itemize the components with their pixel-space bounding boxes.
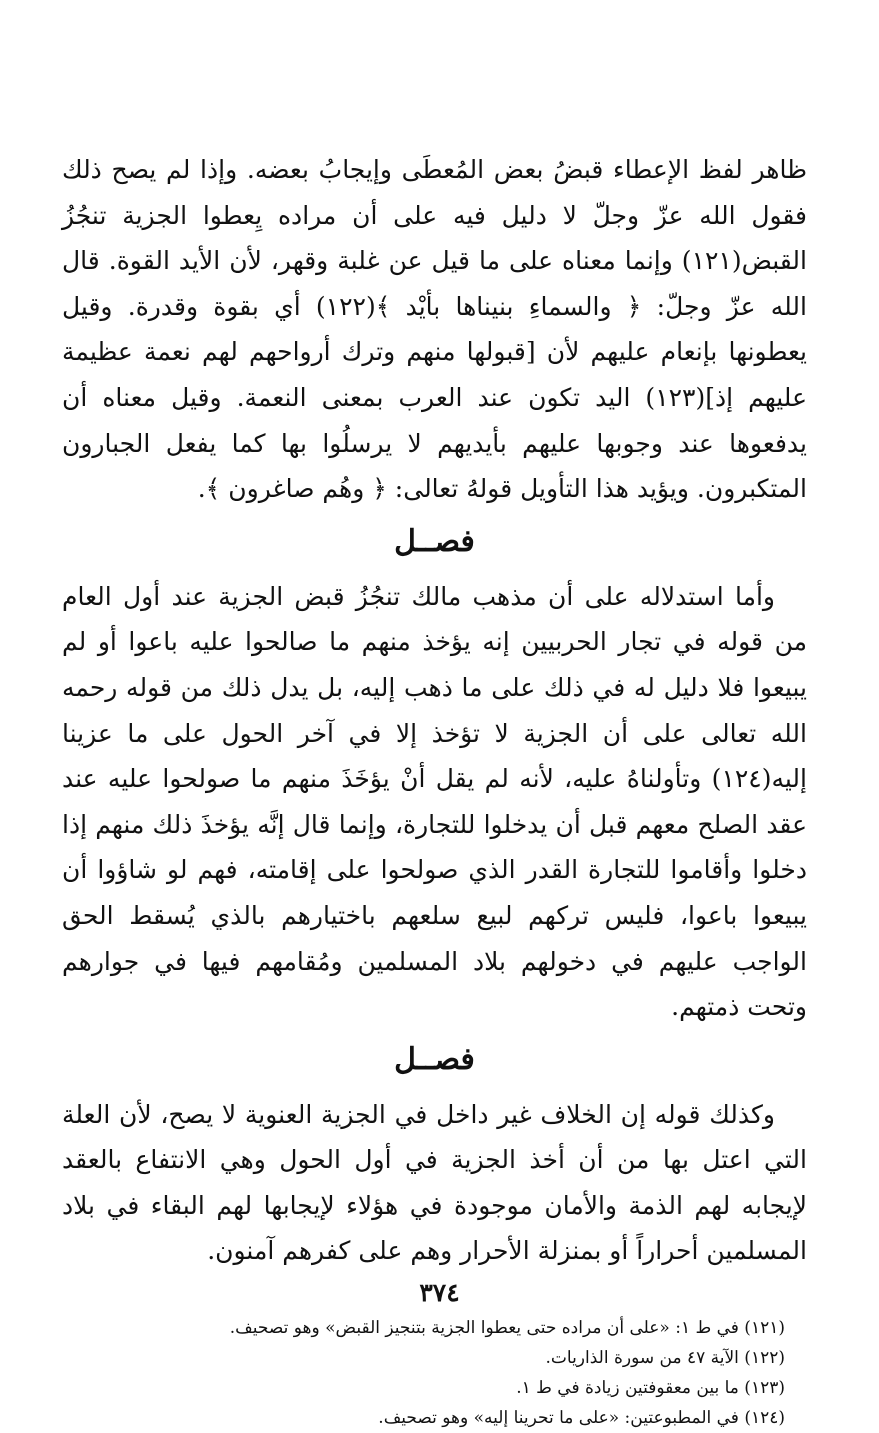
body-paragraph-1: ظاهر لفظ الإعطاء قبضُ بعض المُعطَى وإيجابُ بعضه. وإذا لم يصح ذلك فقول الله عزّ وجلّ لا دليل فيه على أن مراده يِعطوا الجزية تنجُزُ القبض(١٢١) وإنما معناه على ما قيل عن غلبة وقهر، لأن الأيد القوة. قال الله عزّ وجلّ: ﴿ والسماءِ بنيناها بأيْد ﴾(١٢٢) أي بقوة وقدرة. وقيل يعطونها بإنعام عليهم لأن [قبولها منهم وترك أرواحهم لهم نعمة عظيمة عليهم إذ](١٢٣) اليد تكون عند العرب بمعنى النعمة. وقيل معناه أن يدفعوها عند وجوبها عليهم بأيديهم لا يرسلُوا بها كما يفعل الجبارون المتكبرون. ويؤيد هذا التأويل قولهُ تعالى: ﴿ وهُم صاغرون ﴾. [62, 155, 807, 504]
footnote-123: (١٢٣) ما بين معقوفتين زيادة في ط ١. [516, 1378, 785, 1399]
section-heading-1: فصــل [394, 523, 475, 559]
footnote-122: (١٢٢) الآية ٤٧ من سورة الذاريات. [545, 1348, 785, 1369]
footnote-124: (١٢٤) في المطبوعتين: «على ما تحرينا إليه» وهو تصحيف. [378, 1408, 785, 1429]
body-paragraph-3: وكذلك قوله إن الخلاف غير داخل في الجزية العنوية لا يصح، لأن العلة التي اعتل بها من أن أخذ الجزية في أول الحول وهي الانتفاع بالعقد لإيجابه لهم الذمة والأمان موجودة في هؤلاء لإيجابها لهم البقاء في بلاد المسلمين أحراراً أو بمنزلة الأحرار وهم على كفرهم آمنون. [62, 1099, 807, 1266]
section-heading-2: فصــل [394, 1041, 475, 1077]
page-number: ٣٧٤ [419, 1278, 460, 1307]
body-paragraph-2: وأما استدلاله على أن مذهب مالك تنجُزُ قبض الجزية عند أول العام من قوله في تجار الحربيين إنه يؤخذ منهم ما صالحوا عليه باعوا أو لم يبيعوا فلا دليل له في ذلك على ما ذهب إليه، بل يدل ذلك من قوله رحمه الله تعالى على أن الجزية لا تؤخذ إلا في آخر الحول على ما عزينا إليه(١٢٤) وتأولناهُ عليه، لأنه لم يقل أنْ يؤخَذَ منهم ما صولحوا عليه عند عقد الصلح معهم قبل أن يدخلوا للتجارة، وإنما قال إنَّه يؤخذَ ذلك منهم إذا دخلوا وأقاموا للتجارة القدر الذي صولحوا على إقامته، فهم لو شاؤوا أن يبيعوا باعوا، فليس تركهم لبيع سلعهم باختيارهم بالذي يُسقط الحق الواجب عليهم في دخولهم بلاد المسلمين ومُقامهم فيها في جوارهم وتحت ذمتهم. [62, 581, 808, 1022]
footnote-121: (١٢١) في ط ١: «على أن مراده حتى يعطوا الجزية بتنجيز القبض» وهو تصحيف. [229, 1318, 785, 1339]
footnotes-list [62, 1313, 807, 1433]
